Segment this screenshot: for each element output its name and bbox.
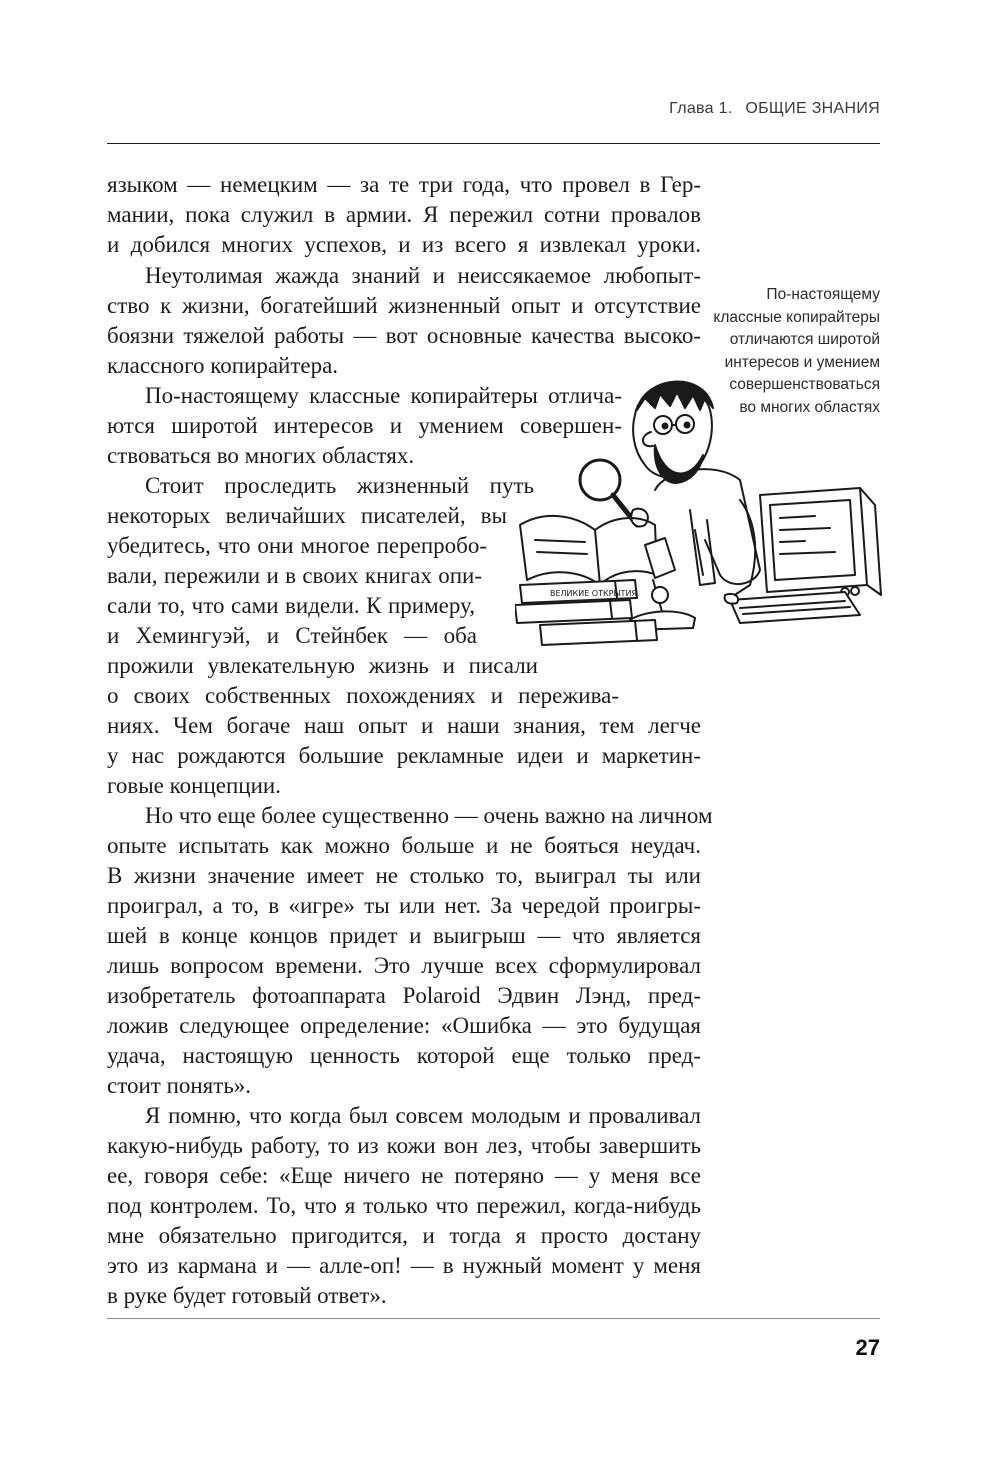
- body-line: и добился многих успехов, и из всего я извлекал уроки.: [107, 232, 701, 257]
- page-number: 27: [855, 1335, 880, 1360]
- margin-note-line: классные копирайтеры: [713, 308, 880, 326]
- body-line: изобретатель фотоаппарата Polaroid Эдвин Лэнд, пред-: [107, 983, 701, 1008]
- keyboard: [730, 592, 860, 623]
- body-line: у нас рождаются большие рекламные идеи и маркетин-: [107, 743, 701, 768]
- book-stack: [515, 580, 657, 645]
- body-line: ложив следующее определение: «Ошибка — это будущая: [107, 1013, 701, 1038]
- body-line: Но что еще более существенно — очень важно на личном: [145, 803, 713, 828]
- body-line: Неутолимая жажда знаний и неиссякаемое любопыт-: [145, 263, 701, 288]
- body-line: Я помню, что когда был совсем молодым и проваливал: [145, 1103, 701, 1128]
- body-line: и Хемингуэй, и Стейнбек — оба: [107, 623, 477, 648]
- body-line: По-настоящему классные копирайтеры отлича-: [145, 383, 622, 408]
- body-line: под контролем. То, что я только что пережил, когда-нибудь: [107, 1193, 701, 1218]
- header-rule: [107, 143, 880, 144]
- computer-monitor: [760, 488, 881, 596]
- margin-note-line: во многих областях: [739, 398, 880, 416]
- body-line: ются широтой интересов и умением совершен-: [107, 413, 622, 438]
- body-line: о своих собственных похождениях и пережива-: [107, 683, 619, 708]
- body-line: сали то, что сами видели. К примеру,: [107, 593, 475, 618]
- body-line: шей в конце концов придет и выигрыш — что является: [107, 923, 701, 948]
- body-line: Стоит проследить жизненный путь: [145, 473, 534, 498]
- footer-rule: [107, 1318, 880, 1319]
- body-line: вали, пережили и в своих книгах опи-: [107, 563, 482, 588]
- body-line: В жизни значение имеет не столько то, выиграл ты или: [107, 863, 701, 888]
- body-line: прожили увлекательную жизнь и писали: [107, 653, 538, 678]
- body-line: боязни тяжелой работы — вот основные качества высоко-: [107, 323, 701, 348]
- body-line: в руке будет готовый ответ».: [107, 1283, 387, 1308]
- body-line: ниях. Чем богаче наш опыт и наши знания, тем легче: [107, 713, 701, 738]
- body-line: ствоваться во многих областях.: [107, 443, 415, 468]
- margin-note-line: совершенствоваться: [729, 376, 880, 394]
- body-line: это из кармана и — алле-оп! — в нужный момент у меня: [107, 1253, 701, 1278]
- body-line: языком — немецким — за те три года, что провел в Гер-: [107, 172, 701, 197]
- body-line: проиграл, а то, в «игре» ты или нет. За чередой проигры-: [107, 893, 701, 918]
- margin-note-line: интересов и умением: [724, 353, 880, 371]
- margin-note-line: отличаются широтой: [729, 331, 880, 349]
- book-spine-label: ВЕЛИКИЕ ОТКРЫТИЯ: [550, 589, 637, 598]
- body-line: мании, пока служил в армии. Я пережил сотни провалов: [107, 202, 701, 227]
- chapter-label: Глава 1.: [669, 100, 733, 117]
- margin-note-line: По-настоящему: [766, 286, 880, 303]
- body-line: ее, говоря себе: «Еще ничего не потеряно — у меня все: [107, 1163, 701, 1188]
- body-line: опыте испытать как можно больше и не бояться неудач.: [107, 833, 701, 858]
- body-line: какую-нибудь работу, то из кожи вон лез, чтобы завершить: [107, 1133, 701, 1158]
- magnifying-glass-icon: [580, 460, 648, 527]
- running-head: [669, 100, 880, 118]
- body-line: лишь вопросом времени. Это лучше всех сформулировал: [107, 953, 701, 978]
- section-title: ОБЩИЕ ЗНАНИЯ: [745, 100, 880, 117]
- body-line: классного копирайтера.: [107, 353, 339, 378]
- copywriter-illustration: [515, 370, 885, 670]
- body-line: удача, настоящую ценность которой еще только пред-: [107, 1043, 701, 1068]
- body-line: мне обязательно пригодится, и тогда я просто достану: [107, 1223, 701, 1248]
- body-line: стоит понять».: [107, 1073, 252, 1098]
- body-line: говые концепции.: [107, 773, 281, 798]
- microscope-icon: [630, 538, 695, 630]
- body-line: некоторых величайших писателей, вы: [107, 503, 507, 528]
- body-line: ство к жизни, богатейший жизненный опыт и отсутствие: [107, 293, 701, 318]
- body-line: убедитесь, что они многое перепробо-: [107, 533, 487, 558]
